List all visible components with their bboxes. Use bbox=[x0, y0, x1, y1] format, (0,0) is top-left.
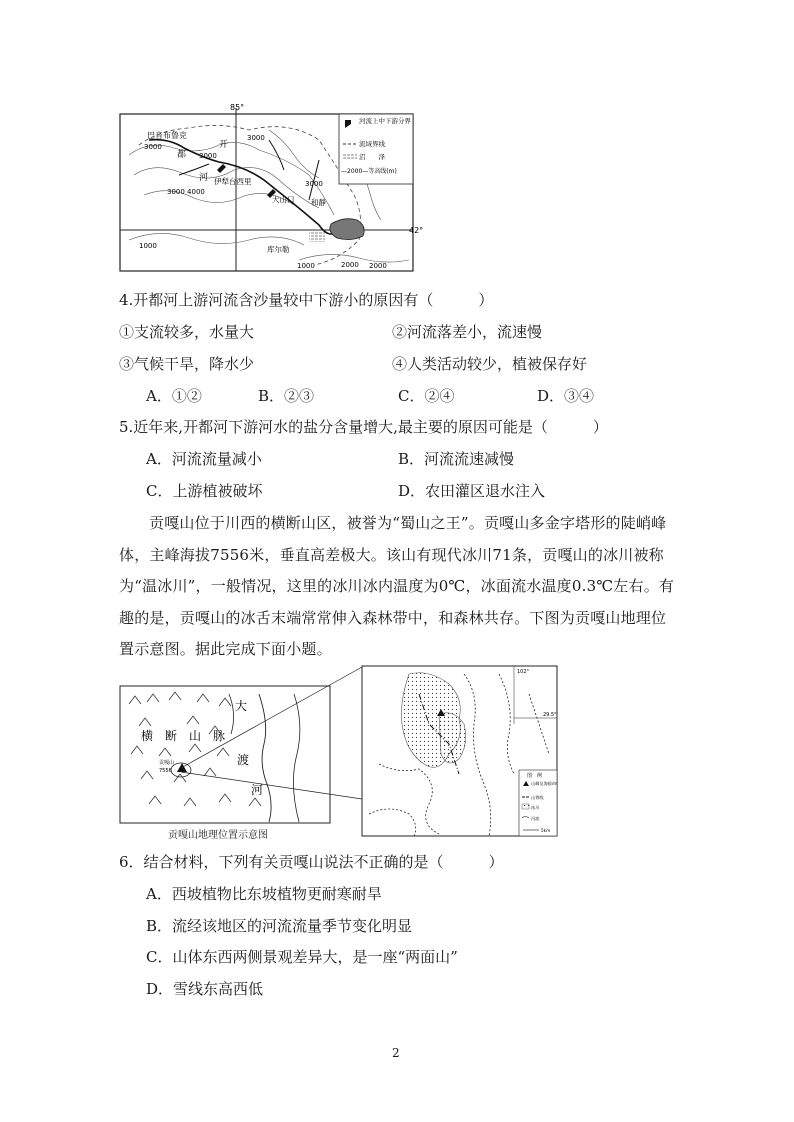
label-dashankou: 大山口 bbox=[272, 195, 295, 204]
q4-option-2: ②河流落差小，流速慢 bbox=[392, 323, 543, 341]
label-bayinbuluke: 巴音布鲁克 bbox=[147, 131, 187, 140]
label-he: 河 bbox=[199, 173, 209, 183]
contour-1000-b: 1000 bbox=[297, 262, 315, 270]
legend2-ridge: 山脊线 bbox=[531, 795, 544, 800]
label-kai: 开 bbox=[219, 140, 229, 150]
contour-3000-d: 3000 bbox=[305, 180, 323, 188]
map1-parallel-label: 42° bbox=[409, 226, 424, 235]
q4-stem: 4.开都河上游河流含沙量较中下游小的原因有（ ） bbox=[119, 291, 494, 309]
label-du2: 渡 bbox=[237, 753, 250, 767]
q6-choice-b[interactable]: B．流经该地区的河流流量季节变化明显 bbox=[146, 917, 413, 935]
q4-option-1: ①支流较多，水量大 bbox=[119, 323, 255, 341]
label-kuerle: 库尔勒 bbox=[267, 245, 290, 254]
label-lon: 102° bbox=[517, 669, 530, 675]
gongga-passage: 贡嘎山位于川西的横断山区，被誉为“蜀山之王”。贡嘎山多金字塔形的陡峭峰体，主峰海拔7556米，垂直高差极大。该山有现代冰川71条，贡嘎山的冰川被称为“温冰川”，一般情况，这里的冰川冰内温度为0℃，冰面流水温度0.3℃左右。有趣的是，贡嘎山的冰舌末端常常伸入森林带中，和森林共存。下图为贡嘎山地理位置示意图。据此完成下面小题。 bbox=[119, 514, 675, 658]
q6-choice-c[interactable]: C．山体东西两侧景观差异大，是一座“两面山” bbox=[146, 948, 458, 966]
contour-2000-b: 2000 bbox=[369, 262, 387, 270]
q6-choice-a[interactable]: A．西坡植物比东坡植物更耐寒耐旱 bbox=[146, 885, 382, 903]
legend-swamp: 沼 泽 bbox=[359, 153, 385, 161]
q4-choice-b[interactable]: B．②③ bbox=[258, 387, 315, 405]
legend2-glacier: 冰川 bbox=[531, 805, 540, 810]
legend-boundary: 流域界线 bbox=[359, 140, 385, 148]
page-number: 2 bbox=[392, 1046, 400, 1060]
contour-3000-a: 3000 bbox=[144, 143, 162, 151]
kaidu-river-map bbox=[119, 100, 424, 276]
gongga-location-map bbox=[119, 664, 619, 842]
q5-choice-d[interactable]: D．农田灌区退水注入 bbox=[398, 482, 546, 500]
map1-legend bbox=[339, 114, 413, 184]
label-hengduan: 横 断 山 脉 bbox=[141, 729, 226, 743]
label-du: 都 bbox=[177, 150, 187, 160]
q5-stem: 5.近年来,开都河下游河水的盐分含量增大,最主要的原因可能是（ ） bbox=[119, 418, 608, 436]
q5-choice-a[interactable]: A．河流流量减小 bbox=[146, 450, 262, 468]
contour-4000: 3000 4000 bbox=[167, 188, 205, 196]
label-place1: 伊犁台西里 bbox=[214, 177, 252, 186]
map2-legend bbox=[519, 770, 557, 836]
q4-option-4: ④人类活动较少，植被保存好 bbox=[392, 355, 588, 373]
q4-choice-a[interactable]: A．①② bbox=[146, 387, 202, 405]
q4-choice-c[interactable]: C．②④ bbox=[398, 387, 455, 405]
contour-1000: 1000 bbox=[139, 242, 157, 250]
label-da: 大 bbox=[235, 699, 248, 713]
legend2-river: 河流 bbox=[531, 816, 540, 821]
contour-3000-c: 3000 bbox=[247, 134, 265, 142]
q6-stem: 6．结合材料，下列有关贡嘎山说法不正确的是（ ） bbox=[119, 853, 504, 871]
contour-2000-a: 2000 bbox=[341, 261, 359, 269]
map1-meridian-label: 85° bbox=[230, 103, 245, 112]
map2-left-frame bbox=[120, 686, 330, 823]
label-lat: 29.5° bbox=[543, 712, 557, 718]
q4-choice-d[interactable]: D．③④ bbox=[537, 387, 595, 405]
legend2-title: 图 例 bbox=[527, 773, 543, 779]
legend2-peak: 山峰及海拔/m bbox=[531, 781, 558, 786]
label-he2: 河 bbox=[251, 783, 264, 797]
label-hejing: 和静 bbox=[311, 198, 326, 207]
map2-caption: 贡嘎山地理位置示意图 bbox=[168, 830, 268, 841]
contour-3000-b: 3000 bbox=[199, 152, 217, 160]
bosten-lake bbox=[330, 219, 364, 240]
label-peak-elev-left: 7556 bbox=[159, 768, 172, 774]
label-peak-left: 贡嘎山 bbox=[159, 760, 175, 766]
q5-choice-b[interactable]: B．河流流速减慢 bbox=[398, 450, 515, 468]
q5-choice-c[interactable]: C．上游植被破坏 bbox=[146, 482, 263, 500]
q6-choice-d[interactable]: D．雪线东高西低 bbox=[146, 980, 264, 998]
legend2-scale: 5km bbox=[541, 828, 551, 833]
q4-option-3: ③气候干旱，降水少 bbox=[119, 355, 255, 373]
legend-contour: —2000—等高线(m) bbox=[341, 168, 397, 175]
legend-division: 河流上中下游分界 bbox=[359, 117, 411, 125]
